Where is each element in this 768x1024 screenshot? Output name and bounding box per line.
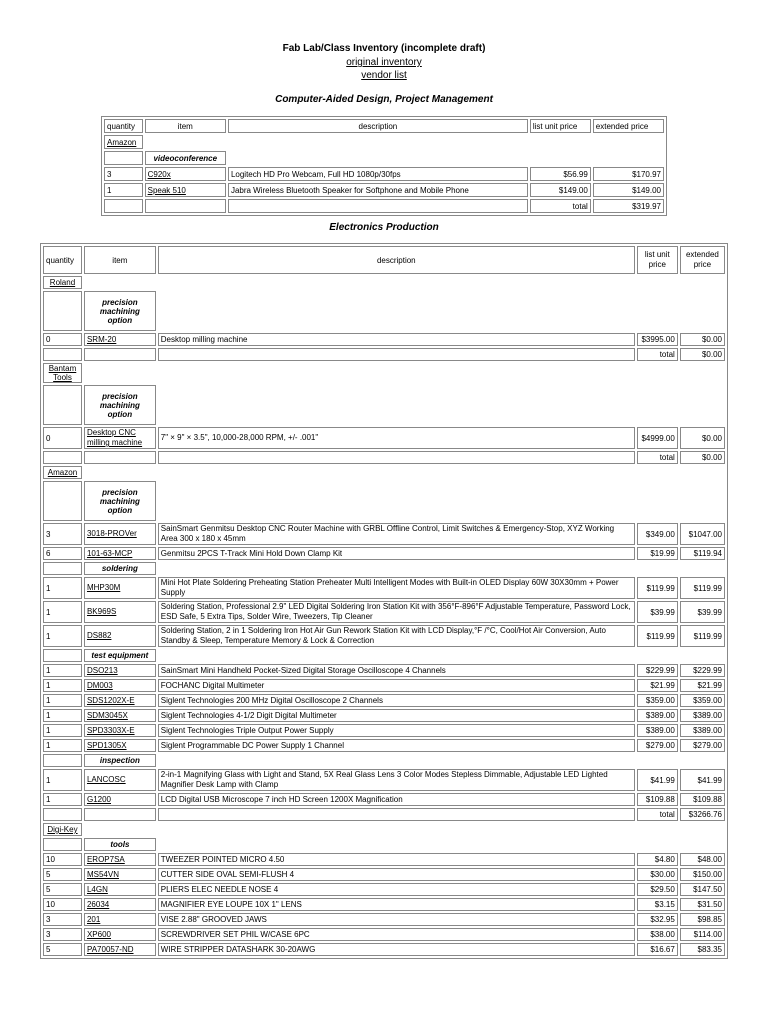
description-cell: Siglent Technologies 4-1/2 Digit Digital Multimeter: [158, 709, 635, 722]
vendor-link[interactable]: Bantam Tools: [43, 363, 82, 383]
unit-price-cell: $3995.00: [637, 333, 678, 346]
item-link[interactable]: XP600: [84, 928, 156, 941]
extended-price-cell: $31.50: [680, 898, 725, 911]
empty-cell: [43, 838, 82, 851]
quantity-cell: 1: [43, 709, 82, 722]
empty-cell: [158, 808, 635, 821]
empty-cell: [43, 348, 82, 361]
empty-cell: [145, 199, 226, 213]
item-link[interactable]: 101-63-MCP: [84, 547, 156, 560]
table-row: [43, 769, 725, 791]
table-row: [43, 898, 725, 911]
empty-cell: [158, 348, 635, 361]
column-header: extended price: [593, 119, 664, 133]
unit-price-cell: $389.00: [637, 724, 678, 737]
table-row: [104, 183, 664, 197]
description-cell: 2-in-1 Magnifying Glass with Light and Stand, 5X Real Glass Lens 3 Color Modes Stepless Dimmable, Adjustable LED Lighted Magnifier Desk Lamp with Clamp: [158, 769, 635, 791]
total-label: total: [530, 199, 591, 213]
total-value: $0.00: [680, 348, 725, 361]
quantity-cell: 10: [43, 898, 82, 911]
extended-price-cell: $389.00: [680, 724, 725, 737]
vendor-link[interactable]: Amazon: [43, 466, 82, 479]
category-label: precision machining option: [84, 481, 156, 521]
empty-cell: [43, 562, 82, 575]
unit-price-cell: $21.99: [637, 679, 678, 692]
table-row: [43, 853, 725, 866]
total-label: total: [637, 451, 678, 464]
quantity-cell: 1: [104, 183, 143, 197]
table-row: [43, 679, 725, 692]
item-link[interactable]: C920x: [145, 167, 226, 181]
quantity-cell: 1: [43, 739, 82, 752]
description-cell: Siglent Programmable DC Power Supply 1 Channel: [158, 739, 635, 752]
quantity-cell: 1: [43, 601, 82, 623]
extended-price-cell: $279.00: [680, 739, 725, 752]
column-header: extended price: [680, 246, 725, 274]
quantity-cell: 1: [43, 694, 82, 707]
unit-price-cell: $56.99: [530, 167, 591, 181]
total-row: [43, 808, 725, 821]
column-header: description: [158, 246, 635, 274]
quantity-cell: 5: [43, 943, 82, 956]
item-link[interactable]: LANCOSC: [84, 769, 156, 791]
table-row: [43, 577, 725, 599]
item-link[interactable]: 26034: [84, 898, 156, 911]
extended-price-cell: $389.00: [680, 709, 725, 722]
item-link[interactable]: DSO213: [84, 664, 156, 677]
item-link[interactable]: SDS1202X-E: [84, 694, 156, 707]
category-label: precision machining option: [84, 291, 156, 331]
table-header-row: [104, 119, 664, 133]
vendor-row: [43, 363, 725, 383]
quantity-cell: 0: [43, 333, 82, 346]
unit-price-cell: $39.99: [637, 601, 678, 623]
total-row: [104, 199, 664, 213]
table-row: [43, 694, 725, 707]
table-row: [104, 167, 664, 181]
column-header: description: [228, 119, 528, 133]
item-link[interactable]: SPD3303X-E: [84, 724, 156, 737]
category-label: precision machining option: [84, 385, 156, 425]
description-cell: LCD Digital USB Microscope 7 inch HD Screen 1200X Magnification: [158, 793, 635, 806]
category-row: [43, 291, 725, 331]
item-link[interactable]: MHP30M: [84, 577, 156, 599]
unit-price-cell: $359.00: [637, 694, 678, 707]
item-link[interactable]: BK969S: [84, 601, 156, 623]
original-inventory-link[interactable]: original inventory: [346, 57, 422, 68]
description-cell: WIRE STRIPPER DATASHARK 30-20AWG: [158, 943, 635, 956]
unit-price-cell: $4999.00: [637, 427, 678, 449]
category-label: soldering: [84, 562, 156, 575]
description-cell: VISE 2.88" GROOVED JAWS: [158, 913, 635, 926]
quantity-cell: 5: [43, 883, 82, 896]
empty-cell: [43, 291, 82, 331]
empty-cell: [43, 451, 82, 464]
total-value: $3266.76: [680, 808, 725, 821]
item-link[interactable]: DM003: [84, 679, 156, 692]
quantity-cell: 6: [43, 547, 82, 560]
item-link[interactable]: MS54VN: [84, 868, 156, 881]
empty-cell: [228, 199, 528, 213]
quantity-cell: 3: [43, 913, 82, 926]
extended-price-cell: $119.99: [680, 625, 725, 647]
description-cell: Mini Hot Plate Soldering Preheating Station Preheater Multi Intelligent Modes with Built-in OLED Display 60W 30X30mm + Power Supply: [158, 577, 635, 599]
column-header: quantity: [104, 119, 143, 133]
empty-cell: [43, 649, 82, 662]
unit-price-cell: $349.00: [637, 523, 678, 545]
total-value: $319.97: [593, 199, 664, 213]
description-cell: SainSmart Genmitsu Desktop CNC Router Machine with GRBL Offline Control, Limit Switches & Emergency-Stop, XYZ Working Area 300 x 180 x 45mm: [158, 523, 635, 545]
original-inventory-link-wrap: [0, 56, 768, 69]
quantity-cell: 1: [43, 664, 82, 677]
item-link[interactable]: SRM-20: [84, 333, 156, 346]
unit-price-cell: $149.00: [530, 183, 591, 197]
extended-price-cell: $48.00: [680, 853, 725, 866]
empty-cell: [104, 151, 143, 165]
vendor-row: [43, 466, 725, 479]
extended-price-cell: $0.00: [680, 333, 725, 346]
category-row: [43, 385, 725, 425]
category-label: videoconference: [145, 151, 226, 165]
description-cell: 7" × 9" × 3.5", 10,000-28,000 RPM, +/- .001": [158, 427, 635, 449]
column-header: item: [145, 119, 226, 133]
description-cell: PLIERS ELEC NEEDLE NOSE 4: [158, 883, 635, 896]
quantity-cell: 5: [43, 868, 82, 881]
table-row: [43, 547, 725, 560]
table-header-row: [43, 246, 725, 274]
extended-price-cell: $119.99: [680, 577, 725, 599]
unit-price-cell: $16.67: [637, 943, 678, 956]
item-link[interactable]: Speak 510: [145, 183, 226, 197]
description-cell: TWEEZER POINTED MICRO 4.50: [158, 853, 635, 866]
electronics-inventory-table: [40, 243, 728, 959]
extended-price-cell: $21.99: [680, 679, 725, 692]
unit-price-cell: $3.15: [637, 898, 678, 911]
item-link[interactable]: SPD1305X: [84, 739, 156, 752]
table-row: [43, 793, 725, 806]
table-row: [43, 427, 725, 449]
empty-cell: [43, 481, 82, 521]
item-link[interactable]: 201: [84, 913, 156, 926]
quantity-cell: 1: [43, 769, 82, 791]
unit-price-cell: $389.00: [637, 709, 678, 722]
extended-price-cell: $147.50: [680, 883, 725, 896]
category-row: [43, 649, 725, 662]
page-title: Fab Lab/Class Inventory (incomplete draft): [282, 43, 486, 54]
unit-price-cell: $38.00: [637, 928, 678, 941]
empty-cell: [104, 199, 143, 213]
unit-price-cell: $119.99: [637, 625, 678, 647]
table-row: [43, 913, 725, 926]
table-row: [43, 724, 725, 737]
description-cell: Soldering Station, Professional 2.9" LED Digital Soldering Iron Station Kit with 356°F-896°F Adjustable Temperature, Password Lock, ESD Safe, 5 Extra Tips, Solder Wire, Tweezers, Tip Cleaner: [158, 601, 635, 623]
category-row: [43, 481, 725, 521]
description-cell: Jabra Wireless Bluetooth Speaker for Softphone and Mobile Phone: [228, 183, 528, 197]
table-row: [43, 739, 725, 752]
category-label: inspection: [84, 754, 156, 767]
table-row: [43, 943, 725, 956]
vendor-link[interactable]: Amazon: [104, 135, 143, 149]
item-link[interactable]: DS882: [84, 625, 156, 647]
column-header: quantity: [43, 246, 82, 274]
quantity-cell: 1: [43, 625, 82, 647]
description-cell: SainSmart Mini Handheld Pocket-Sized Digital Storage Oscilloscope 4 Channels: [158, 664, 635, 677]
quantity-cell: 1: [43, 577, 82, 599]
extended-price-cell: $0.00: [680, 427, 725, 449]
column-header: item: [84, 246, 156, 274]
section-title-cad: Computer-Aided Design, Project Management: [275, 94, 493, 105]
extended-price-cell: $150.00: [680, 868, 725, 881]
description-cell: Desktop milling machine: [158, 333, 635, 346]
total-row: [43, 348, 725, 361]
total-label: total: [637, 808, 678, 821]
empty-cell: [84, 808, 156, 821]
unit-price-cell: $41.99: [637, 769, 678, 791]
category-row: [104, 151, 664, 165]
cad-inventory-table: [101, 116, 667, 216]
table-row: [43, 523, 725, 545]
description-cell: Soldering Station, 2 in 1 Soldering Iron Hot Air Gun Rework Station Kit with LCD Display,°F /°C, Cool/Hot Air Conversion, Auto Standby & Sleep, Temperature Memory & Lock & Correction: [158, 625, 635, 647]
empty-cell: [84, 451, 156, 464]
table-row: [43, 709, 725, 722]
unit-price-cell: $30.00: [637, 868, 678, 881]
unit-price-cell: $279.00: [637, 739, 678, 752]
column-header: list unit price: [637, 246, 678, 274]
section-title-electronics: Electronics Production: [329, 222, 439, 233]
category-row: [43, 754, 725, 767]
unit-price-cell: $29.50: [637, 883, 678, 896]
unit-price-cell: $19.99: [637, 547, 678, 560]
extended-price-cell: $359.00: [680, 694, 725, 707]
unit-price-cell: $32.95: [637, 913, 678, 926]
description-cell: Siglent Technologies Triple Output Power Supply: [158, 724, 635, 737]
description-cell: CUTTER SIDE OVAL SEMI-FLUSH 4: [158, 868, 635, 881]
quantity-cell: 3: [43, 928, 82, 941]
unit-price-cell: $229.99: [637, 664, 678, 677]
item-link[interactable]: 3018-PROVer: [84, 523, 156, 545]
unit-price-cell: $4.80: [637, 853, 678, 866]
category-label: test equipment: [84, 649, 156, 662]
total-value: $0.00: [680, 451, 725, 464]
description-cell: Genmitsu 2PCS T-Track Mini Hold Down Clamp Kit: [158, 547, 635, 560]
table-row: [43, 868, 725, 881]
category-row: [43, 838, 725, 851]
table-row: [43, 928, 725, 941]
table-row: [43, 333, 725, 346]
category-label: tools: [84, 838, 156, 851]
column-header: list unit price: [530, 119, 591, 133]
vendor-row: [43, 823, 725, 836]
extended-price-cell: $98.85: [680, 913, 725, 926]
item-link[interactable]: Desktop CNC milling machine: [84, 427, 156, 449]
extended-price-cell: $1047.00: [680, 523, 725, 545]
vendor-row: [43, 276, 725, 289]
extended-price-cell: $119.94: [680, 547, 725, 560]
description-cell: SCREWDRIVER SET PHIL W/CASE 6PC: [158, 928, 635, 941]
extended-price-cell: $109.88: [680, 793, 725, 806]
empty-cell: [43, 754, 82, 767]
description-cell: MAGNIFIER EYE LOUPE 10X 1" LENS: [158, 898, 635, 911]
extended-price-cell: $170.97: [593, 167, 664, 181]
empty-cell: [43, 808, 82, 821]
extended-price-cell: $83.35: [680, 943, 725, 956]
extended-price-cell: $114.00: [680, 928, 725, 941]
total-label: total: [637, 348, 678, 361]
table-row: [43, 625, 725, 647]
table-row: [43, 664, 725, 677]
quantity-cell: 1: [43, 793, 82, 806]
quantity-cell: 3: [104, 167, 143, 181]
category-row: [43, 562, 725, 575]
item-link[interactable]: EROP7SA: [84, 853, 156, 866]
description-cell: FOCHANC Digital Multimeter: [158, 679, 635, 692]
item-link[interactable]: G1200: [84, 793, 156, 806]
extended-price-cell: $229.99: [680, 664, 725, 677]
item-link[interactable]: L4GN: [84, 883, 156, 896]
quantity-cell: 0: [43, 427, 82, 449]
extended-price-cell: $149.00: [593, 183, 664, 197]
vendor-list-link-wrap: [0, 69, 768, 82]
total-row: [43, 451, 725, 464]
item-link[interactable]: SDM3045X: [84, 709, 156, 722]
item-link[interactable]: PA70057-ND: [84, 943, 156, 956]
description-cell: Siglent Technologies 200 MHz Digital Oscilloscope 2 Channels: [158, 694, 635, 707]
quantity-cell: 1: [43, 724, 82, 737]
description-cell: Logitech HD Pro Webcam, Full HD 1080p/30fps: [228, 167, 528, 181]
table-row: [43, 883, 725, 896]
empty-cell: [43, 385, 82, 425]
extended-price-cell: $39.99: [680, 601, 725, 623]
vendor-row: [104, 135, 664, 149]
unit-price-cell: $119.99: [637, 577, 678, 599]
empty-cell: [158, 451, 635, 464]
quantity-cell: 10: [43, 853, 82, 866]
quantity-cell: 3: [43, 523, 82, 545]
vendor-list-link[interactable]: vendor list: [361, 70, 407, 81]
vendor-link[interactable]: Digi-Key: [43, 823, 82, 836]
unit-price-cell: $109.88: [637, 793, 678, 806]
empty-cell: [84, 348, 156, 361]
extended-price-cell: $41.99: [680, 769, 725, 791]
vendor-link[interactable]: Roland: [43, 276, 82, 289]
table-row: [43, 601, 725, 623]
quantity-cell: 1: [43, 679, 82, 692]
